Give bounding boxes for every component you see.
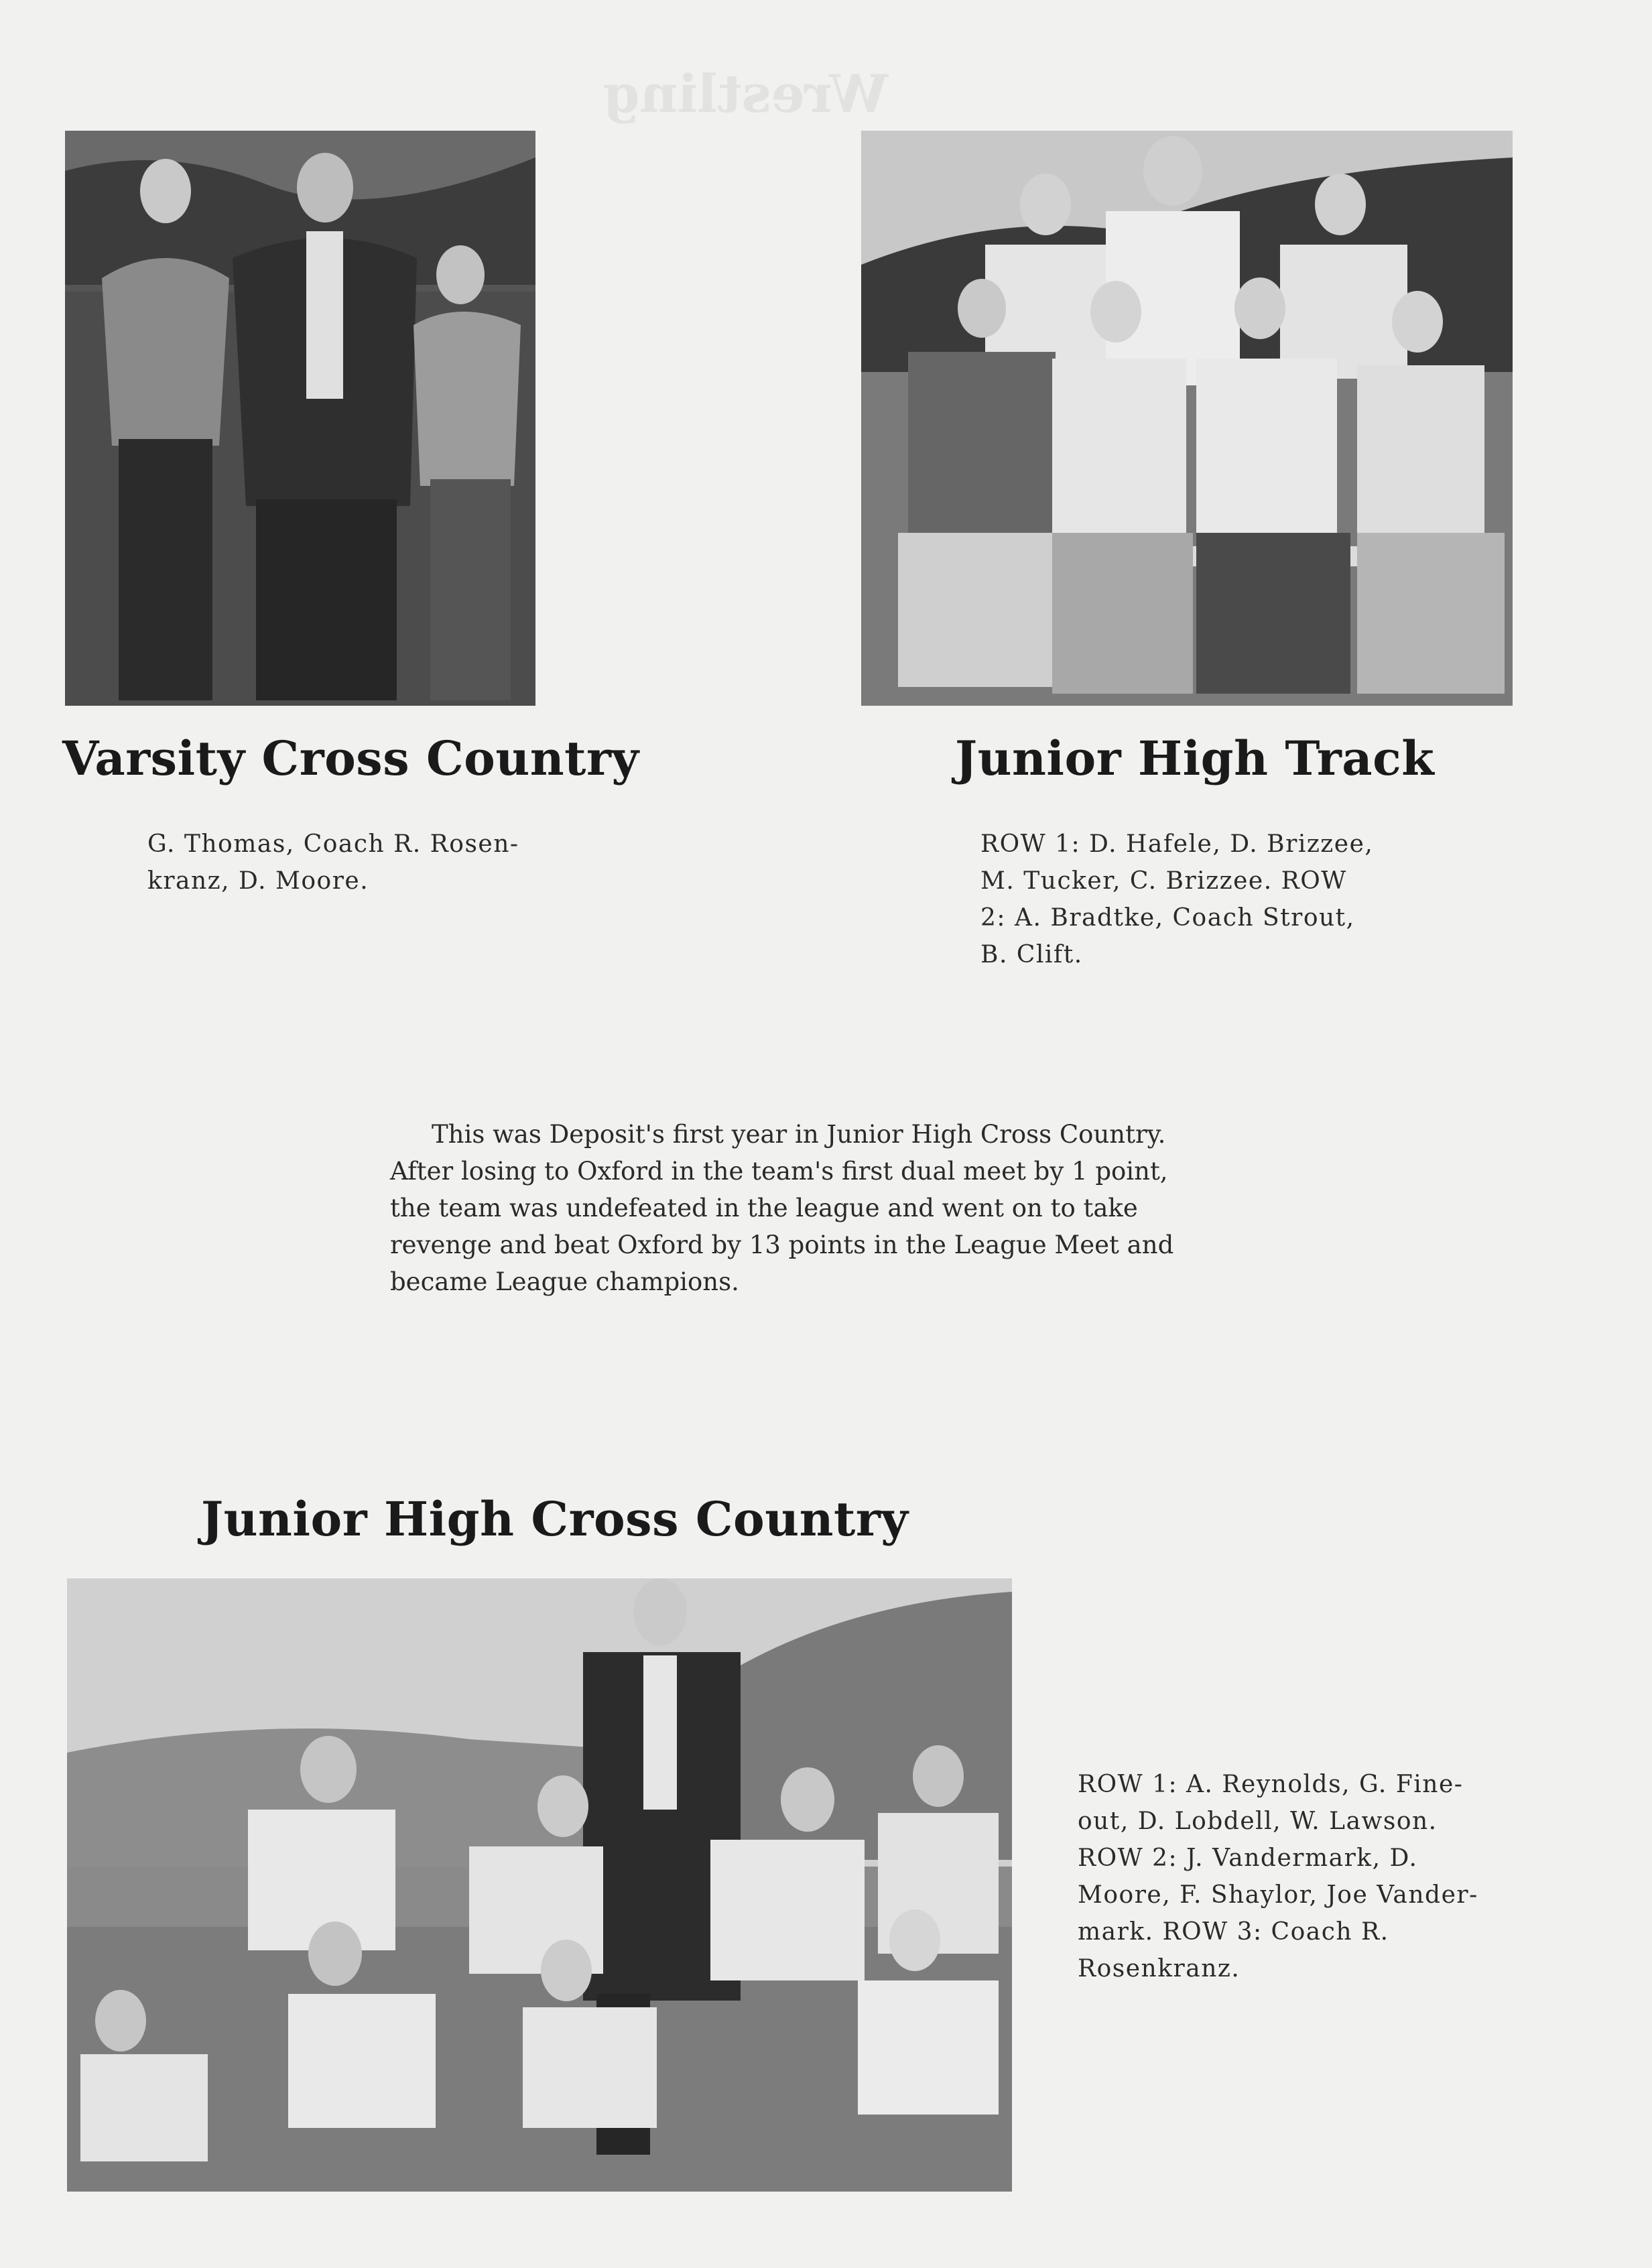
caption-line: ROW 2: J. Vandermark, D. — [1078, 1844, 1418, 1872]
story-line: became League champions. — [390, 1267, 739, 1296]
caption-line: M. Tucker, C. Brizzee. ROW — [980, 867, 1347, 895]
story-line: revenge and beat Oxford by 13 points in the League Meet and — [390, 1231, 1174, 1259]
varsity-cross-country-photo — [65, 131, 535, 706]
caption-line: 2: A. Bradtke, Coach Strout, — [980, 904, 1355, 932]
junior-high-track-title: Junior High Track — [955, 731, 1435, 786]
junior-high-cross-country-caption — [1078, 1766, 1478, 1987]
junior-high-cross-country-photo — [67, 1578, 1012, 2192]
varsity-cross-country-caption — [147, 826, 519, 899]
story-line: This was Deposit's first year in Junior High Cross Country. — [432, 1120, 1166, 1149]
caption-line: Rosenkranz. — [1078, 1955, 1241, 1982]
junior-high-track-caption — [980, 826, 1373, 973]
caption-line: Moore, F. Shaylor, Joe Vander- — [1078, 1881, 1478, 1909]
caption-line: G. Thomas, Coach R. Rosen- — [147, 830, 519, 858]
caption-line: out, D. Lobdell, W. Lawson. — [1078, 1808, 1438, 1835]
varsity-cross-country-title: Varsity Cross Country — [62, 731, 639, 786]
caption-line: ROW 1: D. Hafele, D. Brizzee, — [980, 830, 1374, 858]
season-story-paragraph — [390, 1116, 1173, 1300]
junior-high-track-photo — [861, 131, 1513, 706]
caption-line: kranz, D. Moore. — [147, 867, 369, 895]
story-line: the team was undefeated in the league and went on to take — [390, 1194, 1138, 1222]
caption-line: B. Clift. — [980, 941, 1083, 968]
caption-line: ROW 1: A. Reynolds, G. Fine- — [1078, 1771, 1464, 1798]
caption-line: mark. ROW 3: Coach R. — [1078, 1918, 1389, 1946]
junior-high-cross-country-title: Junior High Cross Country — [201, 1491, 909, 1547]
bleed-through-text: Wrestling — [603, 64, 889, 125]
story-line: After losing to Oxford in the team's first dual meet by 1 point, — [390, 1157, 1168, 1186]
